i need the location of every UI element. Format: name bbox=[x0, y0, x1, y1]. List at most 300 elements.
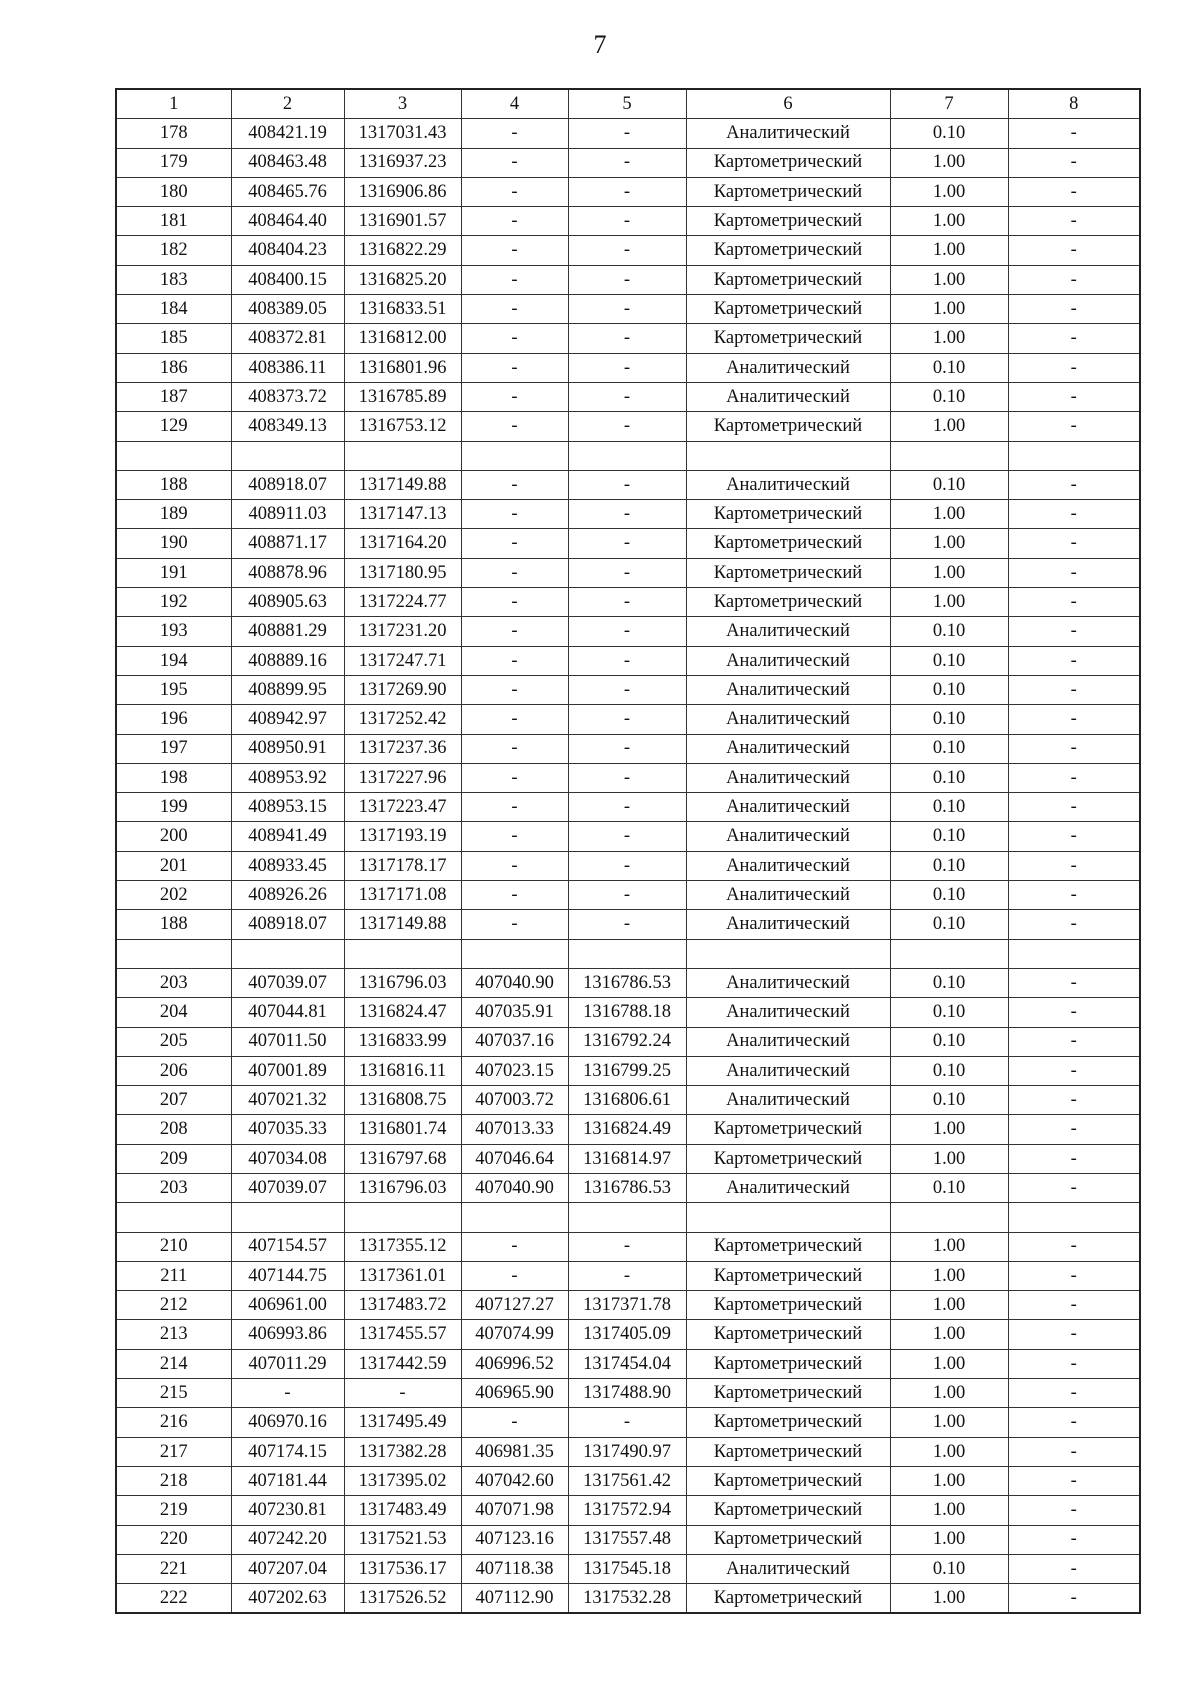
table-row bbox=[116, 1086, 1140, 1115]
table-cell: - bbox=[1008, 646, 1140, 675]
table-cell: 1317149.88 bbox=[344, 910, 461, 939]
table-cell: 185 bbox=[116, 324, 231, 353]
table-row bbox=[116, 295, 1140, 324]
table-cell: - bbox=[1008, 295, 1140, 324]
table-cell: - bbox=[1008, 1466, 1140, 1495]
table-cell: 408953.92 bbox=[231, 763, 344, 792]
table-cell: 408950.91 bbox=[231, 734, 344, 763]
table-cell: 0.10 bbox=[890, 1056, 1008, 1085]
table-row bbox=[116, 763, 1140, 792]
table-cell: 408386.11 bbox=[231, 353, 344, 382]
table-row bbox=[116, 1232, 1140, 1261]
table-cell: 0.10 bbox=[890, 822, 1008, 851]
table-cell: 1317223.47 bbox=[344, 793, 461, 822]
table-cell: - bbox=[461, 177, 568, 206]
table-cell: - bbox=[568, 675, 686, 704]
table-cell: 408889.16 bbox=[231, 646, 344, 675]
table-cell: 407242.20 bbox=[231, 1525, 344, 1554]
table-cell: - bbox=[1008, 324, 1140, 353]
table-cell: 213 bbox=[116, 1320, 231, 1349]
table-cell: 207 bbox=[116, 1086, 231, 1115]
table-row bbox=[116, 558, 1140, 587]
page-number: 7 bbox=[593, 30, 607, 59]
table-row bbox=[116, 1173, 1140, 1202]
table-cell: - bbox=[461, 382, 568, 411]
table-cell: 1317252.42 bbox=[344, 705, 461, 734]
table-row bbox=[116, 207, 1140, 236]
table-cell: 184 bbox=[116, 295, 231, 324]
table-cell: - bbox=[568, 148, 686, 177]
table-cell: - bbox=[1008, 500, 1140, 529]
table-cell: 1316816.11 bbox=[344, 1056, 461, 1085]
table-cell: Аналитический bbox=[686, 968, 890, 997]
table-cell bbox=[890, 939, 1008, 968]
table-cell: - bbox=[1008, 1115, 1140, 1144]
table-cell: - bbox=[1008, 822, 1140, 851]
table-row bbox=[116, 1496, 1140, 1525]
table-cell: - bbox=[568, 295, 686, 324]
table-cell: 1317031.43 bbox=[344, 119, 461, 148]
table-cell: 1316808.75 bbox=[344, 1086, 461, 1115]
table-body bbox=[116, 119, 1140, 1614]
table-row bbox=[116, 441, 1140, 470]
table-cell: 1316901.57 bbox=[344, 207, 461, 236]
table-cell bbox=[344, 441, 461, 470]
table-cell: 188 bbox=[116, 470, 231, 499]
table-cell: 1316753.12 bbox=[344, 412, 461, 441]
table-row bbox=[116, 881, 1140, 910]
table-cell: - bbox=[568, 734, 686, 763]
table-cell: 182 bbox=[116, 236, 231, 265]
table-row bbox=[116, 1525, 1140, 1554]
table-cell: 1316806.61 bbox=[568, 1086, 686, 1115]
table-cell: Картометрический bbox=[686, 1437, 890, 1466]
table-cell: 1.00 bbox=[890, 148, 1008, 177]
table-cell: 1317361.01 bbox=[344, 1261, 461, 1290]
table-cell: 0.10 bbox=[890, 470, 1008, 499]
table-cell: 408373.72 bbox=[231, 382, 344, 411]
table-row bbox=[116, 1379, 1140, 1408]
table-cell: - bbox=[1008, 1408, 1140, 1437]
table-cell: - bbox=[461, 822, 568, 851]
table-cell bbox=[116, 939, 231, 968]
table-cell bbox=[686, 939, 890, 968]
table-cell: 129 bbox=[116, 412, 231, 441]
table-cell: - bbox=[461, 910, 568, 939]
table-cell: 1316824.47 bbox=[344, 998, 461, 1027]
table-cell bbox=[461, 441, 568, 470]
header-cell: 2 bbox=[231, 89, 344, 119]
table-cell: - bbox=[1008, 1554, 1140, 1583]
table-cell: 408400.15 bbox=[231, 265, 344, 294]
table-cell: 1317545.18 bbox=[568, 1554, 686, 1583]
table-cell: 407123.16 bbox=[461, 1525, 568, 1554]
table-cell: - bbox=[1008, 763, 1140, 792]
table-cell: 406996.52 bbox=[461, 1349, 568, 1378]
table-cell: - bbox=[1008, 998, 1140, 1027]
table-cell: 407013.33 bbox=[461, 1115, 568, 1144]
table-cell: 210 bbox=[116, 1232, 231, 1261]
table-cell: - bbox=[461, 705, 568, 734]
table-cell: 1316812.00 bbox=[344, 324, 461, 353]
table-cell: 1316822.29 bbox=[344, 236, 461, 265]
table-cell: - bbox=[1008, 705, 1140, 734]
table-cell: 1.00 bbox=[890, 1408, 1008, 1437]
table-cell: 408905.63 bbox=[231, 588, 344, 617]
table-cell: Картометрический bbox=[686, 295, 890, 324]
table-cell bbox=[344, 1203, 461, 1232]
table-cell: - bbox=[461, 353, 568, 382]
table-cell: 1.00 bbox=[890, 529, 1008, 558]
table-cell: 0.10 bbox=[890, 968, 1008, 997]
table-cell: - bbox=[1008, 1086, 1140, 1115]
table-cell: - bbox=[1008, 236, 1140, 265]
table-row bbox=[116, 119, 1140, 148]
table-cell: Картометрический bbox=[686, 207, 890, 236]
table-cell: - bbox=[231, 1379, 344, 1408]
table-row bbox=[116, 1261, 1140, 1290]
table-cell: 407001.89 bbox=[231, 1056, 344, 1085]
table-cell: 1316786.53 bbox=[568, 1173, 686, 1202]
table-cell: 407181.44 bbox=[231, 1466, 344, 1495]
table-cell: 407118.38 bbox=[461, 1554, 568, 1583]
table-cell: 1317395.02 bbox=[344, 1466, 461, 1495]
table-cell: 1.00 bbox=[890, 412, 1008, 441]
table-cell: 1317193.19 bbox=[344, 822, 461, 851]
table-cell: 407044.81 bbox=[231, 998, 344, 1027]
table-row bbox=[116, 1320, 1140, 1349]
table-cell: - bbox=[461, 851, 568, 880]
table-cell: 408421.19 bbox=[231, 119, 344, 148]
table-cell: 407074.99 bbox=[461, 1320, 568, 1349]
table-row bbox=[116, 1408, 1140, 1437]
table-row bbox=[116, 265, 1140, 294]
table-cell: 408372.81 bbox=[231, 324, 344, 353]
table-row bbox=[116, 1349, 1140, 1378]
table-cell: Картометрический bbox=[686, 1496, 890, 1525]
table-cell: 407127.27 bbox=[461, 1291, 568, 1320]
table-cell: - bbox=[461, 500, 568, 529]
table-cell: 1317521.53 bbox=[344, 1525, 461, 1554]
table-cell: 186 bbox=[116, 353, 231, 382]
table-cell: - bbox=[568, 412, 686, 441]
table-row bbox=[116, 1437, 1140, 1466]
table-cell: 1317237.36 bbox=[344, 734, 461, 763]
table-row bbox=[116, 968, 1140, 997]
table-cell: 1316824.49 bbox=[568, 1115, 686, 1144]
table-cell bbox=[344, 939, 461, 968]
table-cell: 191 bbox=[116, 558, 231, 587]
table-row bbox=[116, 822, 1140, 851]
table-row bbox=[116, 500, 1140, 529]
table-cell: 188 bbox=[116, 910, 231, 939]
table-cell: - bbox=[461, 617, 568, 646]
table-row bbox=[116, 1203, 1140, 1232]
table-cell: 408918.07 bbox=[231, 470, 344, 499]
table-cell: 1317382.28 bbox=[344, 1437, 461, 1466]
table-cell: 406965.90 bbox=[461, 1379, 568, 1408]
table-cell bbox=[231, 441, 344, 470]
table-cell: 1316788.18 bbox=[568, 998, 686, 1027]
table-cell: 0.10 bbox=[890, 881, 1008, 910]
table-cell: 1316796.03 bbox=[344, 968, 461, 997]
table-cell: 1316937.23 bbox=[344, 148, 461, 177]
header-cell: 3 bbox=[344, 89, 461, 119]
table-cell: 407011.50 bbox=[231, 1027, 344, 1056]
table-cell: Картометрический bbox=[686, 1349, 890, 1378]
table-row bbox=[116, 998, 1140, 1027]
table-cell bbox=[116, 441, 231, 470]
table-cell: Картометрический bbox=[686, 1584, 890, 1614]
table-cell: 205 bbox=[116, 1027, 231, 1056]
table-cell: Картометрический bbox=[686, 1466, 890, 1495]
table-cell: Аналитический bbox=[686, 617, 890, 646]
table-cell: - bbox=[461, 793, 568, 822]
table-cell: 408871.17 bbox=[231, 529, 344, 558]
table-cell: - bbox=[568, 558, 686, 587]
table-cell: 197 bbox=[116, 734, 231, 763]
table-cell: 1317231.20 bbox=[344, 617, 461, 646]
table-cell: Аналитический bbox=[686, 1086, 890, 1115]
table-cell: - bbox=[1008, 382, 1140, 411]
header-cell: 8 bbox=[1008, 89, 1140, 119]
table-cell: - bbox=[568, 1261, 686, 1290]
table-cell: 408349.13 bbox=[231, 412, 344, 441]
table-cell: - bbox=[1008, 851, 1140, 880]
table-cell: 407039.07 bbox=[231, 1173, 344, 1202]
header-cell: 5 bbox=[568, 89, 686, 119]
table-cell: - bbox=[1008, 734, 1140, 763]
table-cell: - bbox=[568, 353, 686, 382]
table-cell: 1317495.49 bbox=[344, 1408, 461, 1437]
table-cell: 200 bbox=[116, 822, 231, 851]
table-cell: 407035.91 bbox=[461, 998, 568, 1027]
table-cell: 208 bbox=[116, 1115, 231, 1144]
table-cell bbox=[568, 1203, 686, 1232]
table-cell: Аналитический bbox=[686, 822, 890, 851]
table-cell: - bbox=[461, 588, 568, 617]
table-row bbox=[116, 793, 1140, 822]
table-cell: - bbox=[461, 1408, 568, 1437]
table-cell: 179 bbox=[116, 148, 231, 177]
table-cell: 0.10 bbox=[890, 734, 1008, 763]
table-row bbox=[116, 412, 1140, 441]
table-cell: - bbox=[461, 470, 568, 499]
table-cell: - bbox=[1008, 119, 1140, 148]
table-cell: - bbox=[1008, 1291, 1140, 1320]
table-cell: 406961.00 bbox=[231, 1291, 344, 1320]
table-cell: - bbox=[568, 324, 686, 353]
table-cell: 1316797.68 bbox=[344, 1144, 461, 1173]
table-cell: - bbox=[568, 793, 686, 822]
table-cell: 407202.63 bbox=[231, 1584, 344, 1614]
table-cell: 407046.64 bbox=[461, 1144, 568, 1173]
table-cell: Аналитический bbox=[686, 793, 890, 822]
table-cell: 408404.23 bbox=[231, 236, 344, 265]
table-row bbox=[116, 1027, 1140, 1056]
table-cell bbox=[461, 1203, 568, 1232]
table-cell: - bbox=[461, 1261, 568, 1290]
table-cell: 192 bbox=[116, 588, 231, 617]
table-cell: 1.00 bbox=[890, 1525, 1008, 1554]
table-row bbox=[116, 588, 1140, 617]
table-cell: 408941.49 bbox=[231, 822, 344, 851]
table-cell: 199 bbox=[116, 793, 231, 822]
table-cell: 1317171.08 bbox=[344, 881, 461, 910]
table-cell: 180 bbox=[116, 177, 231, 206]
table-cell: 1317178.17 bbox=[344, 851, 461, 880]
table-cell: - bbox=[568, 236, 686, 265]
table-row bbox=[116, 910, 1140, 939]
table-cell: 1317483.72 bbox=[344, 1291, 461, 1320]
table-cell: 407021.32 bbox=[231, 1086, 344, 1115]
table-row bbox=[116, 529, 1140, 558]
table-cell: 1316796.03 bbox=[344, 1173, 461, 1202]
table-cell: 219 bbox=[116, 1496, 231, 1525]
table-cell: 195 bbox=[116, 675, 231, 704]
table-cell: - bbox=[461, 207, 568, 236]
coordinates-table bbox=[115, 88, 1141, 1614]
table-cell: 407037.16 bbox=[461, 1027, 568, 1056]
table-cell bbox=[116, 1203, 231, 1232]
table-row bbox=[116, 617, 1140, 646]
table-cell: 211 bbox=[116, 1261, 231, 1290]
table-row bbox=[116, 1466, 1140, 1495]
table-row bbox=[116, 939, 1140, 968]
table-cell: 1.00 bbox=[890, 295, 1008, 324]
table-cell: - bbox=[461, 1232, 568, 1261]
table-cell: 187 bbox=[116, 382, 231, 411]
table-cell: - bbox=[1008, 1379, 1140, 1408]
table-cell: 203 bbox=[116, 968, 231, 997]
table-cell: 406981.35 bbox=[461, 1437, 568, 1466]
table-cell bbox=[231, 1203, 344, 1232]
table-cell: - bbox=[1008, 529, 1140, 558]
table-cell: - bbox=[1008, 1232, 1140, 1261]
table-cell: 198 bbox=[116, 763, 231, 792]
table-cell bbox=[231, 939, 344, 968]
table-cell: Картометрический bbox=[686, 500, 890, 529]
table-cell: 1.00 bbox=[890, 1437, 1008, 1466]
table-cell: 408953.15 bbox=[231, 793, 344, 822]
table-cell: 214 bbox=[116, 1349, 231, 1378]
table-cell: - bbox=[1008, 1144, 1140, 1173]
table-cell: 407154.57 bbox=[231, 1232, 344, 1261]
table-row bbox=[116, 353, 1140, 382]
table-cell: 183 bbox=[116, 265, 231, 294]
table-cell: 209 bbox=[116, 1144, 231, 1173]
table-cell: Картометрический bbox=[686, 1261, 890, 1290]
table-cell: Аналитический bbox=[686, 675, 890, 704]
table-cell: Аналитический bbox=[686, 851, 890, 880]
table-cell: 1.00 bbox=[890, 1291, 1008, 1320]
table-cell: 194 bbox=[116, 646, 231, 675]
table-cell: 407144.75 bbox=[231, 1261, 344, 1290]
table-cell: - bbox=[568, 529, 686, 558]
table-cell: 1.00 bbox=[890, 1379, 1008, 1408]
table-header-row bbox=[116, 89, 1140, 119]
table-cell: - bbox=[1008, 412, 1140, 441]
table-cell: 408881.29 bbox=[231, 617, 344, 646]
table-row bbox=[116, 1144, 1140, 1173]
table-cell: 1316906.86 bbox=[344, 177, 461, 206]
table-cell: Картометрический bbox=[686, 558, 890, 587]
table-row bbox=[116, 236, 1140, 265]
table-row bbox=[116, 1056, 1140, 1085]
table-cell: - bbox=[1008, 558, 1140, 587]
table-cell: Картометрический bbox=[686, 1379, 890, 1408]
table-cell: 1316792.24 bbox=[568, 1027, 686, 1056]
table-cell: 1316801.74 bbox=[344, 1115, 461, 1144]
table-cell: 1317532.28 bbox=[568, 1584, 686, 1614]
table-cell: 1317442.59 bbox=[344, 1349, 461, 1378]
table-cell: Аналитический bbox=[686, 646, 890, 675]
table-cell: - bbox=[1008, 1261, 1140, 1290]
table-cell: Картометрический bbox=[686, 1320, 890, 1349]
table-cell: - bbox=[1008, 148, 1140, 177]
table-cell: 1316799.25 bbox=[568, 1056, 686, 1085]
table-cell: - bbox=[568, 382, 686, 411]
table-cell: Аналитический bbox=[686, 763, 890, 792]
table-cell: Картометрический bbox=[686, 412, 890, 441]
table-cell: 202 bbox=[116, 881, 231, 910]
table-cell: 190 bbox=[116, 529, 231, 558]
table-cell: 204 bbox=[116, 998, 231, 1027]
header-cell: 4 bbox=[461, 89, 568, 119]
table-cell: - bbox=[461, 324, 568, 353]
table-cell: 1.00 bbox=[890, 1466, 1008, 1495]
table-cell: 1316786.53 bbox=[568, 968, 686, 997]
table-cell: Картометрический bbox=[686, 1144, 890, 1173]
table-cell: 216 bbox=[116, 1408, 231, 1437]
table-cell: 1317269.90 bbox=[344, 675, 461, 704]
table-cell: Аналитический bbox=[686, 1554, 890, 1583]
table-cell: - bbox=[568, 1232, 686, 1261]
table-cell: 1317454.04 bbox=[568, 1349, 686, 1378]
table-cell bbox=[1008, 441, 1140, 470]
table-cell: - bbox=[568, 119, 686, 148]
table-cell: Аналитический bbox=[686, 910, 890, 939]
table-cell: - bbox=[461, 412, 568, 441]
table-cell: 407023.15 bbox=[461, 1056, 568, 1085]
table-cell: - bbox=[568, 588, 686, 617]
table-cell: 407040.90 bbox=[461, 1173, 568, 1202]
table-cell: 0.10 bbox=[890, 1086, 1008, 1115]
table-cell: - bbox=[1008, 207, 1140, 236]
table-cell: 1317483.49 bbox=[344, 1496, 461, 1525]
table-cell: - bbox=[568, 1408, 686, 1437]
table-cell: 1.00 bbox=[890, 177, 1008, 206]
table-cell bbox=[1008, 1203, 1140, 1232]
table-cell: - bbox=[568, 881, 686, 910]
table-cell: - bbox=[568, 910, 686, 939]
table-cell: 406970.16 bbox=[231, 1408, 344, 1437]
table-row bbox=[116, 1584, 1140, 1614]
table-cell: 1.00 bbox=[890, 500, 1008, 529]
table-cell: 0.10 bbox=[890, 705, 1008, 734]
table-cell: 196 bbox=[116, 705, 231, 734]
table-cell: 1317164.20 bbox=[344, 529, 461, 558]
table-cell: 407230.81 bbox=[231, 1496, 344, 1525]
table-cell: 1.00 bbox=[890, 588, 1008, 617]
table-row bbox=[116, 177, 1140, 206]
table-cell: 407035.33 bbox=[231, 1115, 344, 1144]
table-cell: 206 bbox=[116, 1056, 231, 1085]
table-cell: 0.10 bbox=[890, 382, 1008, 411]
table-cell: 1317557.48 bbox=[568, 1525, 686, 1554]
table-cell bbox=[890, 1203, 1008, 1232]
table-cell: - bbox=[568, 646, 686, 675]
